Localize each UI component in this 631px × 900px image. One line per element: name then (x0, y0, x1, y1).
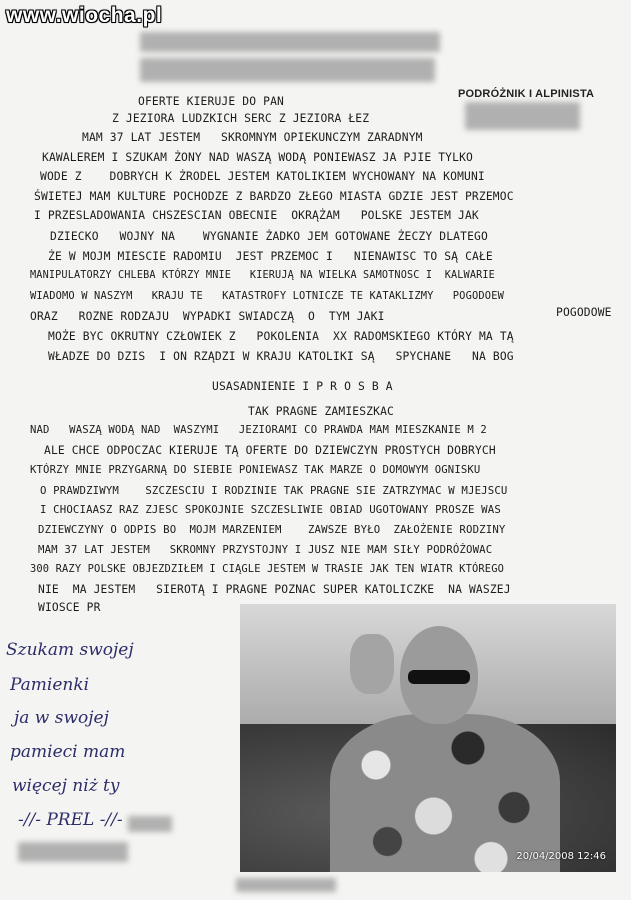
letter-line: ORAZ ROZNE RODZAJU WYPADKI SWIADCZĄ O TYM JAKI (30, 310, 385, 323)
letter-line: ŚWIETEJ MAM KULTURE POCHODZE Z BARDZO ZŁEGO MIASTA GDZIE JEST PRZEMOC (34, 190, 514, 203)
site-watermark: www.wiocha.pl (6, 4, 163, 27)
handwritten-line: Pamienki (10, 675, 90, 695)
letter-line: NAD WASZĄ WODĄ NAD WASZYMI JEZIORAMI CO PRAWDA MAM MIESZKANIE M 2 (30, 424, 487, 436)
letter-line: MAM 37 LAT JESTEM SKROMNY PRZYSTOJNY I JUSZ NIE MAM SIŁY PODRÓŻOWAC (38, 543, 493, 556)
letter-line: MANIPULATORZY CHLEBA KTÓRZY MNIE KIERUJĄ NA WIELKA SAMOTNOSC I KALWARIE (30, 270, 495, 281)
redacted-footer-block (236, 878, 336, 892)
letter-line: TAK PRAGNE ZAMIESZKAC (248, 405, 394, 418)
letter-line: WIOSCE PR (38, 601, 101, 614)
handwritten-line: Szukam swojej (6, 640, 134, 660)
letter-line: OFERTE KIERUJE DO PAN (138, 95, 284, 108)
letter-line: KAWALEREM I SZUKAM ŻONY NAD WASZĄ WODĄ PONIEWASZ JA PJIE TYLKO (42, 151, 473, 164)
letter-line: WŁADZE DO DZIS I ON RZĄDZI W KRAJU KATOLIKI SĄ SPYCHANE NA BOG (48, 350, 514, 363)
letter-line: 300 RAZY POLSKE OBJEZDZIŁEM I CIĄGLE JESTEM W TRASIE JAK TEN WIATR KTÓREGO (30, 563, 505, 575)
letter-line: DZIEWCZYNY O ODPIS BO MOJM MARZENIEM ZAWSZE BYŁO ZAŁOŻENIE RODZINY (38, 523, 506, 536)
letter-line: I CHOCIAASZ RAZ ZJESC SPOKOJNIE SZCZESLIWIE OBIAD UGOTOWANY PROSZE WAS (40, 503, 501, 516)
letter-line: DZIECKO WOJNY NA WYGNANIE ŻADKO JEM GOTOWANE ŻECZY DLATEGO (50, 230, 488, 243)
letter-line: I PRZESLADOWANIA CHSZESCIAN OBECNIE OKRĄŻAM POLSKE JESTEM JAK (34, 209, 479, 222)
handwritten-line: pamieci mam (10, 742, 126, 762)
photo-camouflage-shirt (330, 714, 560, 872)
letter-line: ŻE W MOJM MIESCIE RADOMIU JEST PRZEMOC I NIENAWISC TO SĄ CAŁE (48, 250, 493, 263)
traveler-alpinist-label: PODRÓŻNIK I ALPINISTA (458, 88, 595, 100)
photo-hand (350, 634, 394, 694)
redacted-header-block (140, 32, 440, 52)
man-photo (240, 604, 616, 872)
handwritten-line: ja w swojej (14, 708, 109, 728)
letter-line: MAM 37 LAT JESTEM SKROMNYM OPIEKUNCZYM ZARADNYM (82, 131, 423, 144)
section-heading: USASADNIENIE I P R O S B A (212, 380, 393, 393)
redacted-address-block (465, 102, 580, 130)
letter-line: ALE CHCE ODPOCZAC KIERUJE TĄ OFERTE DO DZIEWCZYN PROSTYCH DOBRYCH (44, 444, 496, 457)
letter-line: O PRAWDZIWYM SZCZESCIU I RODZINIE TAK PRAGNE SIE ZATRZYMAC W MJEJSCU (40, 484, 508, 497)
letter-line: WODE Z DOBRYCH K ŻRODEL JESTEM KATOLIKIEM WYCHOWANY NA KOMUNI (40, 170, 485, 183)
handwritten-line: -//- PREL -//- (18, 810, 123, 830)
redacted-signature-block (18, 842, 128, 862)
sunglasses-icon (408, 670, 470, 684)
letter-line: WIADOMO W NASZYM KRAJU TE KATASTROFY LOTNICZE TE KATAKLIZMY POGODOEW (30, 290, 505, 302)
redacted-header-block (140, 58, 435, 82)
letter-line: Z JEZIORA LUDZKICH SERC Z JEZIORA ŁEZ (112, 112, 370, 125)
letter-line: KTÓRZY MNIE PRZYGARNĄ DO SIEBIE PONIEWASZ TAK MARZE O DOMOWYM OGNISKU (30, 464, 481, 476)
handwritten-line: więcej niż ty (12, 776, 120, 796)
letter-line: NIE MA JESTEM SIEROTĄ I PRAGNE POZNAC SUPER KATOLICZKE NA WASZEJ (38, 583, 511, 596)
photo-timestamp: 20/04/2008 12:46 (516, 851, 606, 862)
letter-line: MOŻE BYC OKRUTNY CZŁOWIEK Z POKOLENIA XX RADOMSKIEGO KTÓRY MA TĄ (48, 330, 514, 343)
pogodowe-note: POGODOWE (556, 306, 612, 319)
